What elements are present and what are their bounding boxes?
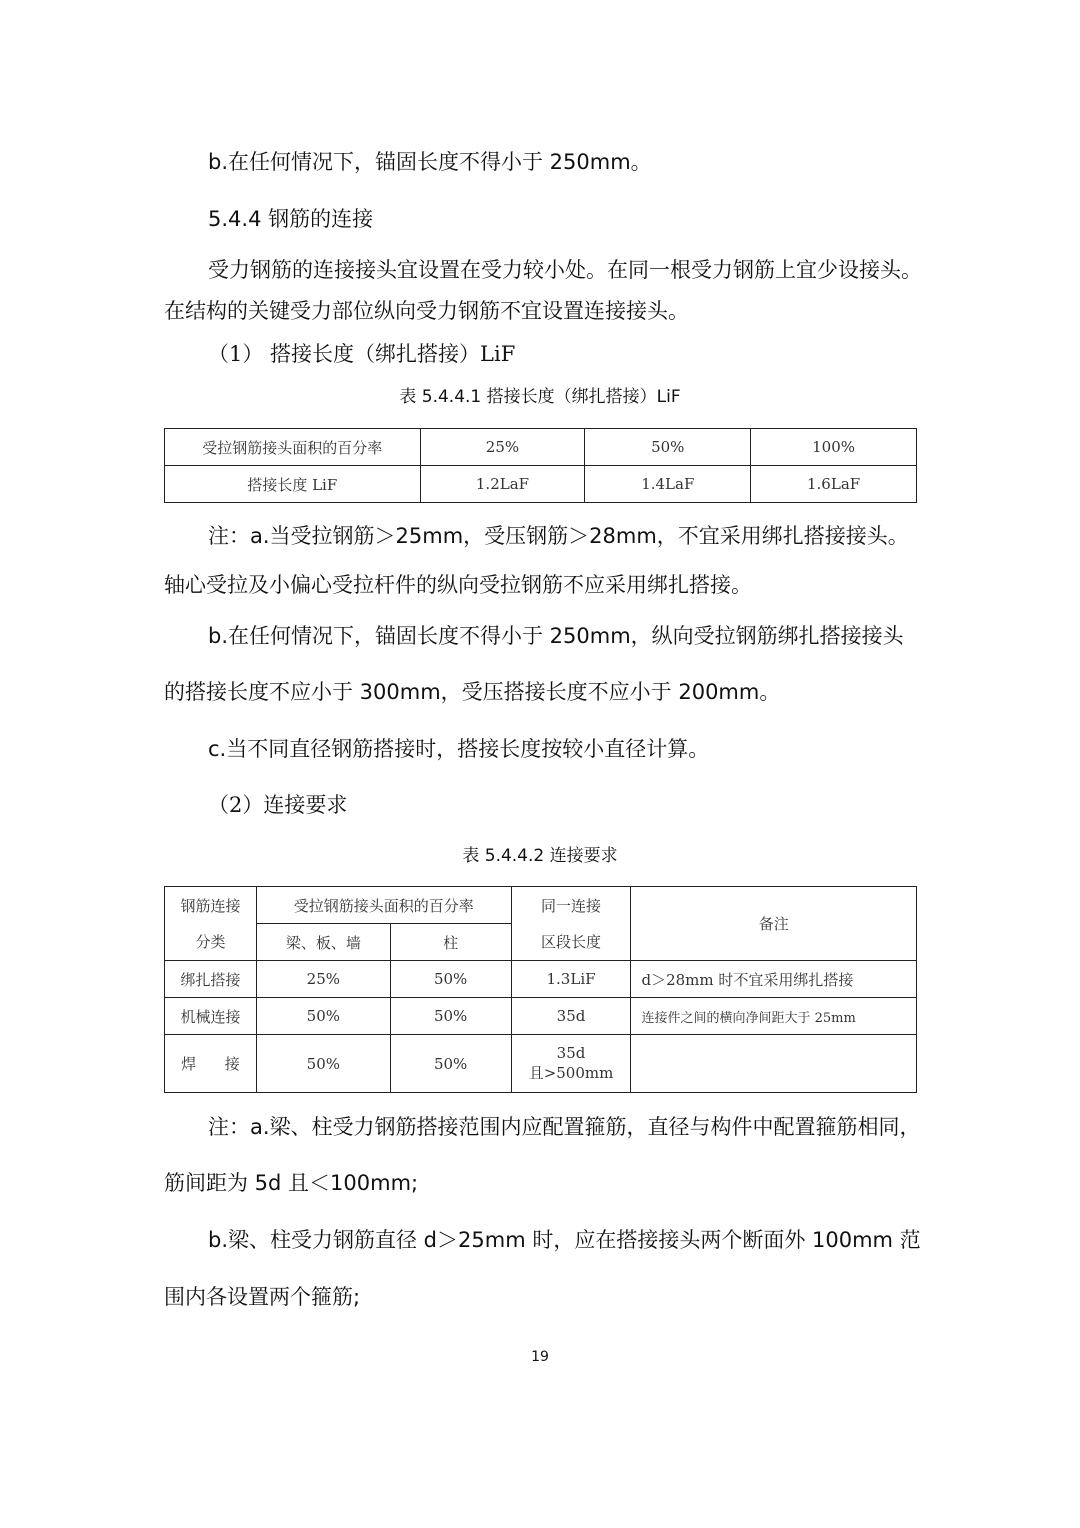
table-row bbox=[165, 1035, 917, 1093]
cell-line: 且>500mm bbox=[528, 1064, 614, 1082]
table-cell: 受拉钢筋接头面积的百分率 bbox=[165, 429, 421, 466]
table-cell: 1.3LiF bbox=[511, 961, 631, 998]
subheading-connection-requirements: （2）连接要求 bbox=[208, 793, 348, 817]
table-row bbox=[165, 887, 917, 924]
table-cell: 搭接长度 LiF bbox=[165, 466, 421, 503]
para-joint-location-2: 在结构的关键受力部位纵向受力钢筋不宜设置连接接头。 bbox=[164, 299, 689, 323]
para-anchor-length: b.在任何情况下，锚固长度不得小于 250mm。 bbox=[208, 150, 652, 174]
table-cell: 1.2LaF bbox=[420, 466, 585, 503]
table-cell: 50% bbox=[390, 1035, 511, 1093]
note2-a-cont: 筋间距为 5d 且＜100mm; bbox=[164, 1171, 419, 1195]
note2-b: b.梁、柱受力钢筋直径 d＞25mm 时，应在搭接接头两个断面外 100mm 范 bbox=[208, 1228, 921, 1252]
note1-a: 注：a.当受拉钢筋＞25mm，受压钢筋＞28mm，不宜采用绑扎搭接接头。 bbox=[208, 524, 909, 548]
table-connection-requirements bbox=[164, 886, 917, 1093]
table-cell: 连接件之间的横向净间距大于 25mm bbox=[631, 998, 917, 1035]
table-cell: 焊 接 bbox=[165, 1035, 257, 1093]
table-cell: d＞28mm 时不宜采用绑扎搭接 bbox=[631, 961, 917, 998]
table-cell: 柱 bbox=[390, 924, 511, 961]
table2-caption: 表 5.4.4.2 连接要求 bbox=[462, 846, 618, 866]
table-cell: 分类 bbox=[165, 924, 257, 961]
table-cell: 梁、板、墙 bbox=[256, 924, 390, 961]
table-cell: 25% bbox=[420, 429, 585, 466]
table-cell: 受拉钢筋接头面积的百分率 bbox=[256, 887, 511, 924]
note1-c: c.当不同直径钢筋搭接时，搭接长度按较小直径计算。 bbox=[208, 737, 710, 761]
table-cell: 50% bbox=[256, 1035, 390, 1093]
note2-b-cont: 围内各设置两个箍筋; bbox=[164, 1285, 361, 1309]
table-cell: 1.6LaF bbox=[751, 466, 917, 503]
table-cell: 机械连接 bbox=[165, 998, 257, 1035]
note1-b: b.在任何情况下，锚固长度不得小于 250mm，纵向受拉钢筋绑扎搭接接头 bbox=[208, 624, 904, 648]
table-lap-length bbox=[164, 428, 917, 503]
table-cell: 1.4LaF bbox=[585, 466, 751, 503]
table-cell: 50% bbox=[585, 429, 751, 466]
para-joint-location-1: 受力钢筋的连接接头宜设置在受力较小处。在同一根受力钢筋上宜少设接头。 bbox=[208, 258, 922, 282]
table-cell: 35d bbox=[511, 998, 631, 1035]
table1-caption: 表 5.4.4.1 搭接长度（绑扎搭接）LiF bbox=[399, 387, 681, 407]
note2-a: 注：a.梁、柱受力钢筋搭接范围内应配置箍筋，直径与构件中配置箍筋相同， bbox=[208, 1115, 921, 1139]
table-cell: 50% bbox=[390, 998, 511, 1035]
table-cell bbox=[631, 1035, 917, 1093]
table-row bbox=[165, 998, 917, 1035]
table-cell: 钢筋连接 bbox=[165, 887, 257, 924]
table-cell: 绑扎搭接 bbox=[165, 961, 257, 998]
table-cell: 备注 bbox=[631, 887, 917, 961]
table-cell bbox=[511, 1035, 631, 1093]
section-heading-5-4-4: 5.4.4 钢筋的连接 bbox=[208, 207, 374, 231]
table-cell: 区段长度 bbox=[511, 924, 631, 961]
table-cell: 50% bbox=[390, 961, 511, 998]
table-cell: 25% bbox=[256, 961, 390, 998]
table-cell: 50% bbox=[256, 998, 390, 1035]
cell-line: 35d bbox=[556, 1044, 586, 1062]
table-cell: 同一连接 bbox=[511, 887, 631, 924]
page-number: 19 bbox=[531, 1349, 549, 1365]
table-cell: 100% bbox=[751, 429, 917, 466]
note1-b-cont: 的搭接长度不应小于 300mm，受压搭接长度不应小于 200mm。 bbox=[164, 680, 781, 704]
subheading-lap-length: （1） 搭接长度（绑扎搭接）LiF bbox=[208, 342, 516, 366]
table-row bbox=[165, 466, 917, 503]
note1-a-cont: 轴心受拉及小偏心受拉杆件的纵向受拉钢筋不应采用绑扎搭接。 bbox=[164, 573, 752, 597]
table-row bbox=[165, 429, 917, 466]
table-row bbox=[165, 961, 917, 998]
